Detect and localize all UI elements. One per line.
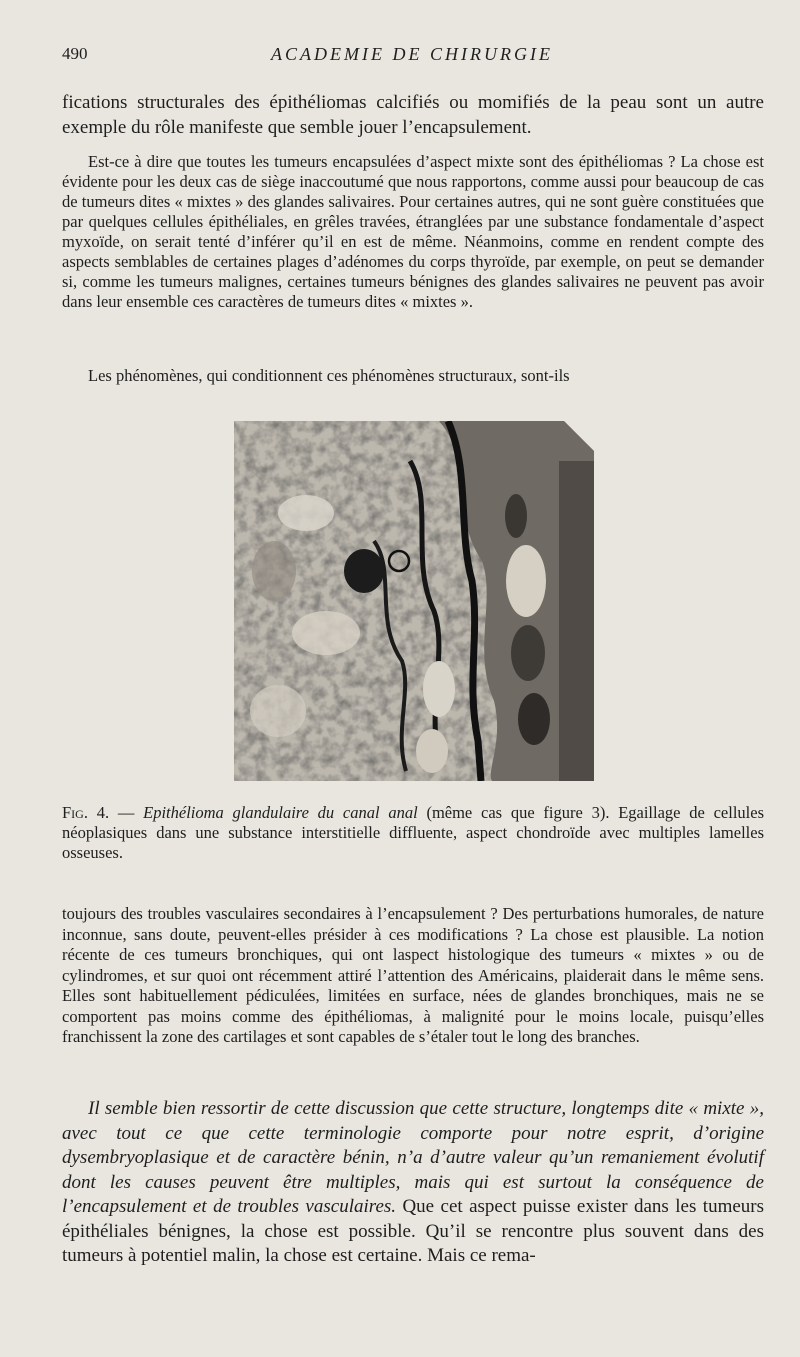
running-head: ACADEMIE DE CHIRURGIE bbox=[271, 44, 553, 64]
figure-caption bbox=[62, 803, 764, 863]
paragraph-1: fications structurales des épithéliomas calcifiés ou momifiés de la peau sont un autre exemple du rôle manifeste que semble jouer l’encapsulement. bbox=[62, 92, 764, 138]
paragraph-5-roman: Que cet aspect puisse exister dans les tumeurs épithéliales bénignes, la chose est possible. Qu’il se rencontre plus souvent dans des tumeurs à potentiel malin, la chose est certaine. Mais ce rema- bbox=[62, 1196, 764, 1266]
micrograph-image bbox=[234, 421, 594, 781]
page-number: 490 bbox=[62, 44, 88, 63]
paragraph-5-italic: Il semble bien ressortir de cette discussion que cette structure, longtemps dite « mixte », avec tout ce que cette terminologie comporte pour notre esprit, d’origine dysembryoplasique et de caractère bénin, n’a d’autre valeur qu’un remaniement évolutif dont les causes peuvent être multiples, mais qui est surtout la conséquence de l’encapsulement et de troubles vasculaires. bbox=[62, 1098, 764, 1217]
figure-label: Fig. 4. bbox=[62, 803, 110, 822]
paragraph-3: Les phénomènes, qui conditionnent ces phénomènes structuraux, sont-ils bbox=[88, 366, 570, 385]
paragraph-4: toujours des troubles vasculaires secondaires à l’encapsulement ? Des perturbations humorales, de nature inconnue, sans doute, peuvent-elles présider à ces modifications ? La chose est plausible. La notion récente de ces tumeurs bronchiques, qui ont laspect histologique des tumeurs « mixtes » ou de cylindromes, et sur quoi ont récemment attiré l’attention des Américains, plaiderait dans le même sens. Elles sont habituellement pédiculées, limitées en surface, nées de glandes bronchiques, mais ne se comportent pas moins comme des épithéliomas, à malignité pour le moins locale, puisqu’elles franchissent la zone des cartilages et sont capables de s’étaler tout le long des branches. bbox=[62, 904, 764, 1046]
paragraph-5 bbox=[62, 1097, 764, 1269]
page-header bbox=[62, 44, 762, 68]
figure-description: (même cas que figure 3). Egaillage de cellules néoplasiques dans une substance interstitielle diffluente, aspect chondroïde avec multiples lamelles osseuses. bbox=[62, 803, 764, 862]
caption-dash: — bbox=[109, 803, 144, 822]
paragraph-2: Est-ce à dire que toutes les tumeurs encapsulées d’aspect mixte sont des épithéliomas ? La chose est évidente pour les deux cas de siège inaccoutumé que nous rapportons, comme aussi pour beaucoup de cas de tumeurs dites « mixtes » des glandes salivaires. Pour certaines autres, qui ne sont guère constituées que par quelques cellules épithéliales, en grêles travées, étranglées par une substance fondamentale d’aspect myxoïde, on serait tenté d’inférer qu’il en est de même. Néanmoins, comme en rendent compte des aspects semblables de certaines plages d’adénomes du corps thyroïde, par exemple, on peut se demander si, comme les tumeurs malignes, certaines tumeurs bénignes des glandes salivaires ne peuvent pas avoir dans leur ensemble ces caractères de tumeurs dites « mixtes ». bbox=[62, 152, 764, 311]
figure-title: Epithélioma glandulaire du canal anal bbox=[143, 803, 418, 822]
figure-micrograph bbox=[234, 421, 594, 781]
